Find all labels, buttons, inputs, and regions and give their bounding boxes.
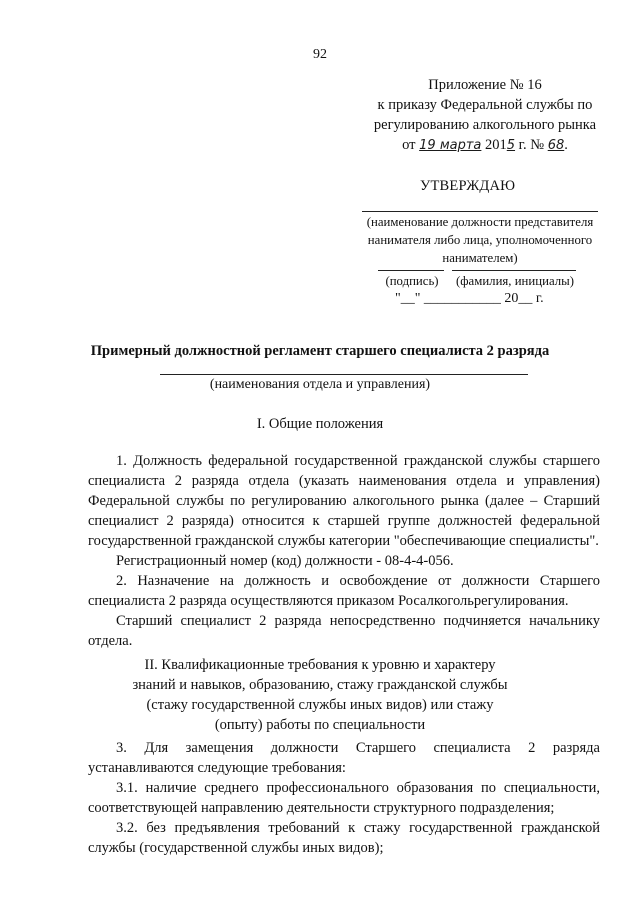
paragraph-3: 3. Для замещения должности Старшего специалиста 2 разряда устанавливаются следующие требования: <box>88 740 600 776</box>
annex-handwritten-date: 19 марта <box>419 138 482 153</box>
section-2-heading-line-4: (опыту) работы по специальности <box>214 717 426 733</box>
section-2-heading-line-1: II. Квалификационные требования к уровню и характеру <box>144 657 496 673</box>
position-note-line-2: нанимателя либо лица, уполномоченного <box>367 233 593 247</box>
paragraph-3-1: 3.1. наличие среднего профессионального образования по специальности, соответствующей направлению деятельности структурного подразделения; <box>88 780 600 816</box>
paragraph-1: 1. Должность федеральной государственной гражданской службы старшего специалиста 2 разряда отдела (указать наименования отдела и управления) Федеральной службы по регулированию алкогольного рынка (далее – Старший специалист 2 разряда) относится к старшей группе должностей федеральной государственной гражданской службы категории "обеспечивающие специалисты". <box>88 453 600 549</box>
annex-line-2: к приказу Федеральной службы по <box>377 97 593 113</box>
annex-year-prefix: 201 <box>485 137 507 153</box>
position-note-line-3: нанимателем) <box>442 251 518 265</box>
position-line <box>362 211 598 212</box>
annex-date-prefix: от <box>402 137 416 153</box>
paragraph-subordination: Старший специалист 2 разряда непосредственно подчиняется начальнику отдела. <box>88 613 600 649</box>
department-line <box>160 374 528 375</box>
paragraph-reg-number: Регистрационный номер (код) должности - 08-4-4-056. <box>116 553 454 569</box>
name-note: (фамилия, инициалы) <box>456 274 574 288</box>
annex-date-line <box>356 135 614 156</box>
paragraph-3-2: 3.2. без предъявления требований к стажу государственной гражданской службы (государственной службы иных видов); <box>88 820 600 856</box>
annex-handwritten-number: 68 <box>547 138 565 153</box>
name-line <box>452 270 576 271</box>
signature-line <box>378 270 444 271</box>
annex-line-3: регулированию алкогольного рынка <box>373 117 597 133</box>
annex-line-1: Приложение № 16 <box>428 77 542 93</box>
annex-handwritten-year: 5 <box>506 138 516 153</box>
section-1-heading: I. Общие положения <box>256 416 384 432</box>
annex-block <box>356 75 614 156</box>
page-number: 92 <box>313 47 327 62</box>
document-title: Примерный должностной регламент старшего специалиста 2 разряда <box>90 343 550 359</box>
annex-end-punct: . <box>564 137 568 153</box>
signature-note: (подпись) <box>385 274 439 288</box>
approval-date-line: "__" ___________ 20__ г. <box>395 291 544 306</box>
department-note: (наименования отдела и управления) <box>209 377 431 392</box>
section-2-heading <box>0 655 640 735</box>
position-note <box>355 213 605 267</box>
section-2-heading-line-2: знаний и навыков, образованию, стажу гражданской службы <box>132 677 508 693</box>
position-note-line-1: (наименование должности представителя <box>366 215 594 229</box>
section-2-body <box>88 738 600 858</box>
annex-year-suffix: г. № <box>518 137 545 153</box>
paragraph-2: 2. Назначение на должность и освобождение от должности Старшего специалиста 2 разряда осуществляются приказом Росалкогольрегулирования. <box>88 573 600 609</box>
section-1-body <box>88 451 600 651</box>
section-2-heading-line-3: (стажу государственной службы иных видов) или стажу <box>146 697 494 713</box>
approval-title: УТВЕРЖДАЮ <box>420 178 516 194</box>
